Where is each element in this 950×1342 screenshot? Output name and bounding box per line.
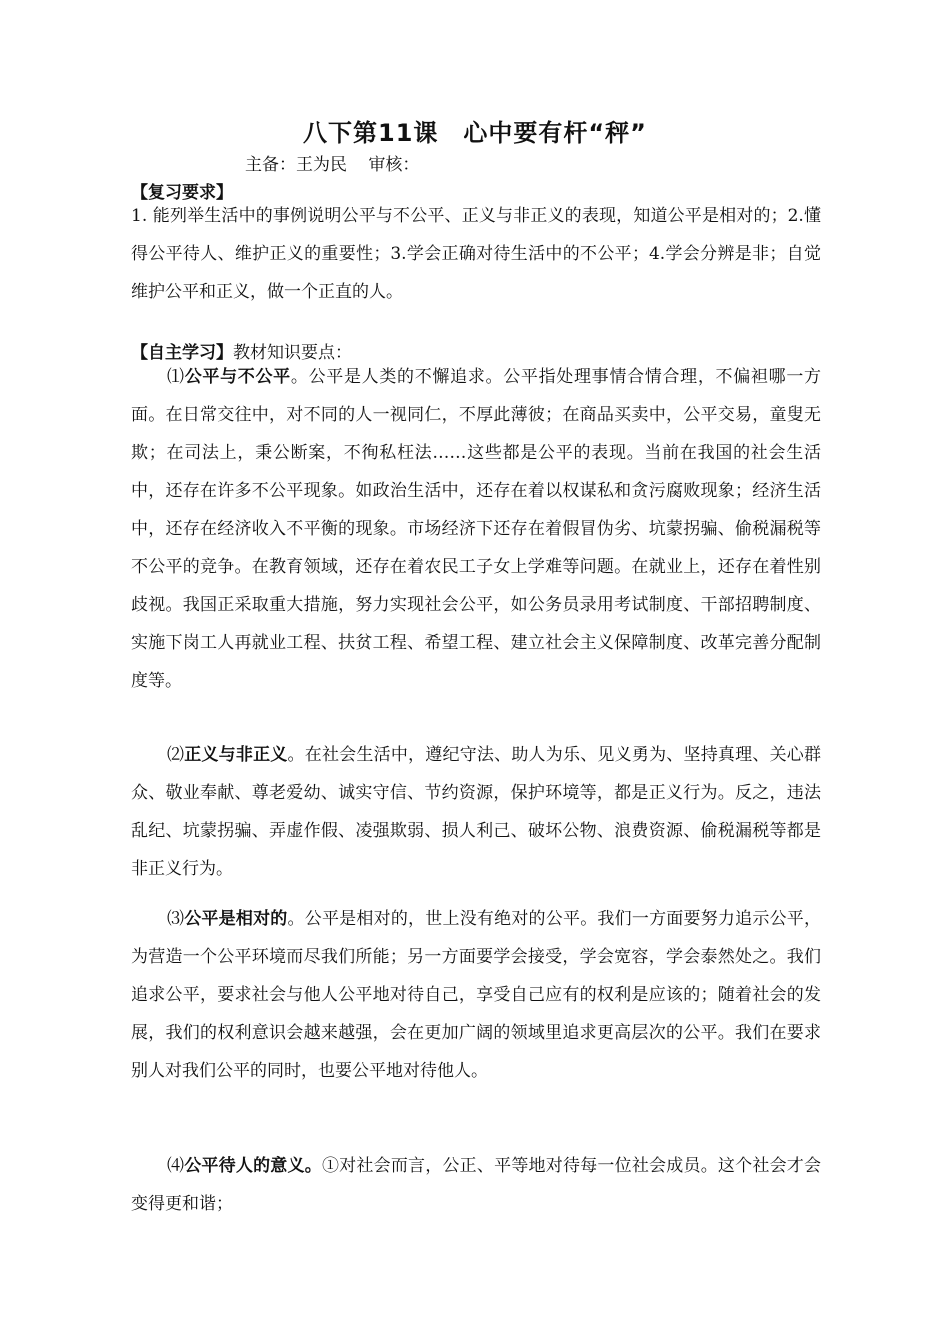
point-3: [131, 900, 821, 1090]
author-label: 主备：王为民: [245, 155, 347, 175]
point-2-title: 正义与非正义: [184, 745, 288, 765]
point-4-title: 公平待人的意义。: [184, 1156, 322, 1176]
document-meta: [245, 150, 435, 175]
point-1-title: 公平与不公平: [184, 367, 291, 387]
point-3-body: 。公平是相对的，世上没有绝对的公平。我们一方面要努力追示公平，为营造一个公平环境而尽我们所能；另一方面要学会接受，学会宽容，学会泰然处之。我们追求公平，要求社会与他人公平地对待自己，享受自己应有的权利是应该的；随着社会的发展，我们的权利意识会越来越强，会在更加广阔的领域里追求更高层次的公平。我们在要求别人对我们公平的同时，也要公平地对待他人。: [131, 909, 822, 1081]
point-3-title: 公平是相对的: [184, 909, 288, 929]
document-title: 八下第11课 心中要有杆“秤”: [303, 119, 647, 147]
point-1-body: 。公平是人类的不懈追求。公平指处理事情合情合理，不偏袒哪一方面。在日常交往中，对不同的人一视同仁，不厚此薄彼；在商品买卖中，公平交易，童叟无欺；在司法上，秉公断案，不徇私枉法……这些都是公平的表现。当前在我国的社会生活中，还存在许多不公平现象。如政治生活中，还存在着以权谋私和贪污腐败现象；经济生活中，还存在经济收入不平衡的现象。市场经济下还存在着假冒伪劣、坑蒙拐骗、偷税漏税等不公平的竞争。在教育领域，还存在着农民工子女上学难等问题。在就业上，还存在着性别歧视。我国正采取重大措施，努力实现社会公平，如公务员录用考试制度、干部招聘制度、实施下岗工人再就业工程、扶贫工程、希望工程、建立社会主义保障制度、改革完善分配制度等。: [131, 367, 822, 691]
point-2-body: 。在社会生活中，遵纪守法、助人为乐、见义勇为、坚持真理、关心群众、敬业奉献、尊老爱幼、诚实守信、节约资源，保护环境等，都是正义行为。反之，违法乱纪、坑蒙拐骗、弄虚作假、凌强欺弱、损人利己、破坏公物、浪费资源、偷税漏税等都是非正义行为。: [131, 745, 822, 879]
point-1-number: ⑴: [167, 367, 185, 387]
point-2: [131, 736, 821, 888]
point-2-number: ⑵: [167, 745, 185, 765]
self-study-heading-label: 【自主学习】: [131, 343, 233, 363]
point-3-number: ⑶: [167, 909, 185, 929]
reviewer-label: 审核：: [368, 155, 420, 175]
self-study-subheading: 教材知识要点：: [233, 343, 352, 363]
point-4: [131, 1147, 821, 1223]
point-4-body: ①对社会而言，公正、平等地对待每一位社会成员。这个社会才会变得更和谐；: [131, 1156, 822, 1214]
point-1: [131, 358, 821, 700]
review-heading: 【复习要求】: [131, 183, 233, 203]
review-text: 1. 能列举生活中的事例说明公平与不公平、正义与非正义的表现，知道公平是相对的；2.懂得公平待人、维护正义的重要性；3.学会正确对待生活中的不公平；4.学会分辨是非；自觉维护公平和正义，做一个正直的人。: [131, 206, 821, 302]
point-4-number: ⑷: [167, 1156, 185, 1176]
